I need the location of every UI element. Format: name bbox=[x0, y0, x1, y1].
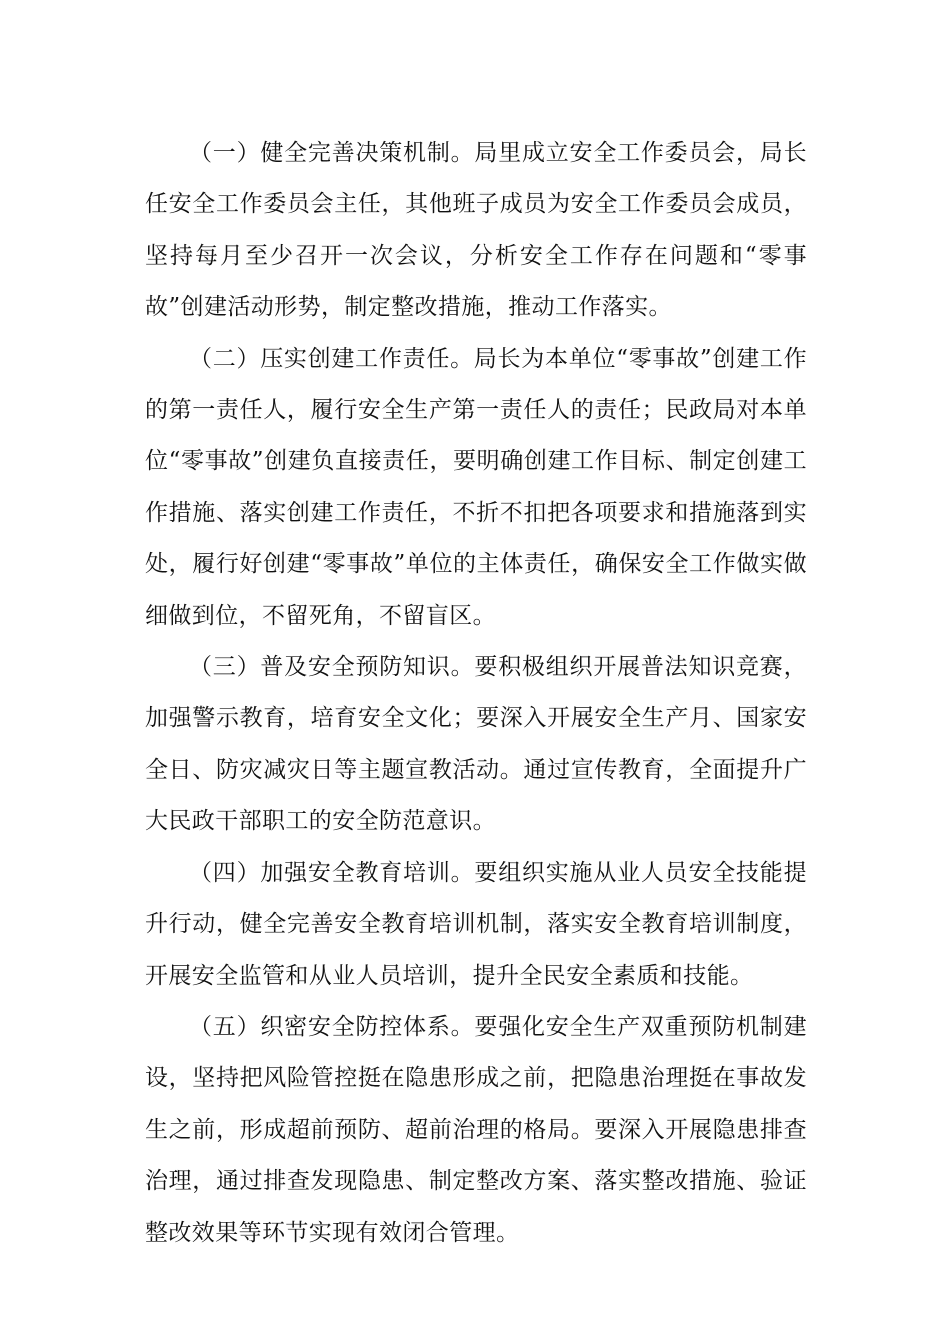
paragraph-safety-training: （四）加强安全教育培训。要组织实施从业人员安全技能提升行动，健全完善安全教育培训机制，落实安全教育培训制度，开展安全监管和从业人员培训，提升全民安全素质和技能。 bbox=[145, 859, 807, 989]
paragraph-decision-mechanism: （一）健全完善决策机制。局里成立安全工作委员会，局长任安全工作委员会主任，其他班子成员为安全工作委员会成员，坚持每月至少召开一次会议，分析安全工作存在问题和“零事故”创建活动形势，制定整改措施，推动工作落实。 bbox=[145, 140, 807, 321]
document-body bbox=[145, 128, 807, 1259]
paragraph-responsibility: （二）压实创建工作责任。局长为本单位“零事故”创建工作的第一责任人，履行安全生产第一责任人的责任；民政局对本单位“零事故”创建负直接责任，要明确创建工作目标、制定创建工作措施、落实创建工作责任，不折不扣把各项要求和措施落到实处，履行好创建“零事故”单位的主体责任，确保安全工作做实做细做到位，不留死角，不留盲区。 bbox=[145, 345, 807, 629]
paragraph-safety-knowledge: （三）普及安全预防知识。要积极组织开展普法知识竞赛，加强警示教育，培育安全文化；要深入开展安全生产月、国家安全日、防灾减灾日等主题宣教活动。通过宣传教育，全面提升广大民政干部职工的安全防范意识。 bbox=[145, 654, 807, 835]
paragraph-prevention-system: （五）织密安全防控体系。要强化安全生产双重预防机制建设，坚持把风险管控挺在隐患形成之前，把隐患治理挺在事故发生之前，形成超前预防、超前治理的格局。要深入开展隐患排查治理，通过排查发现隐患、制定整改方案、落实整改措施、验证整改效果等环节实现有效闭合管理。 bbox=[145, 1013, 807, 1246]
